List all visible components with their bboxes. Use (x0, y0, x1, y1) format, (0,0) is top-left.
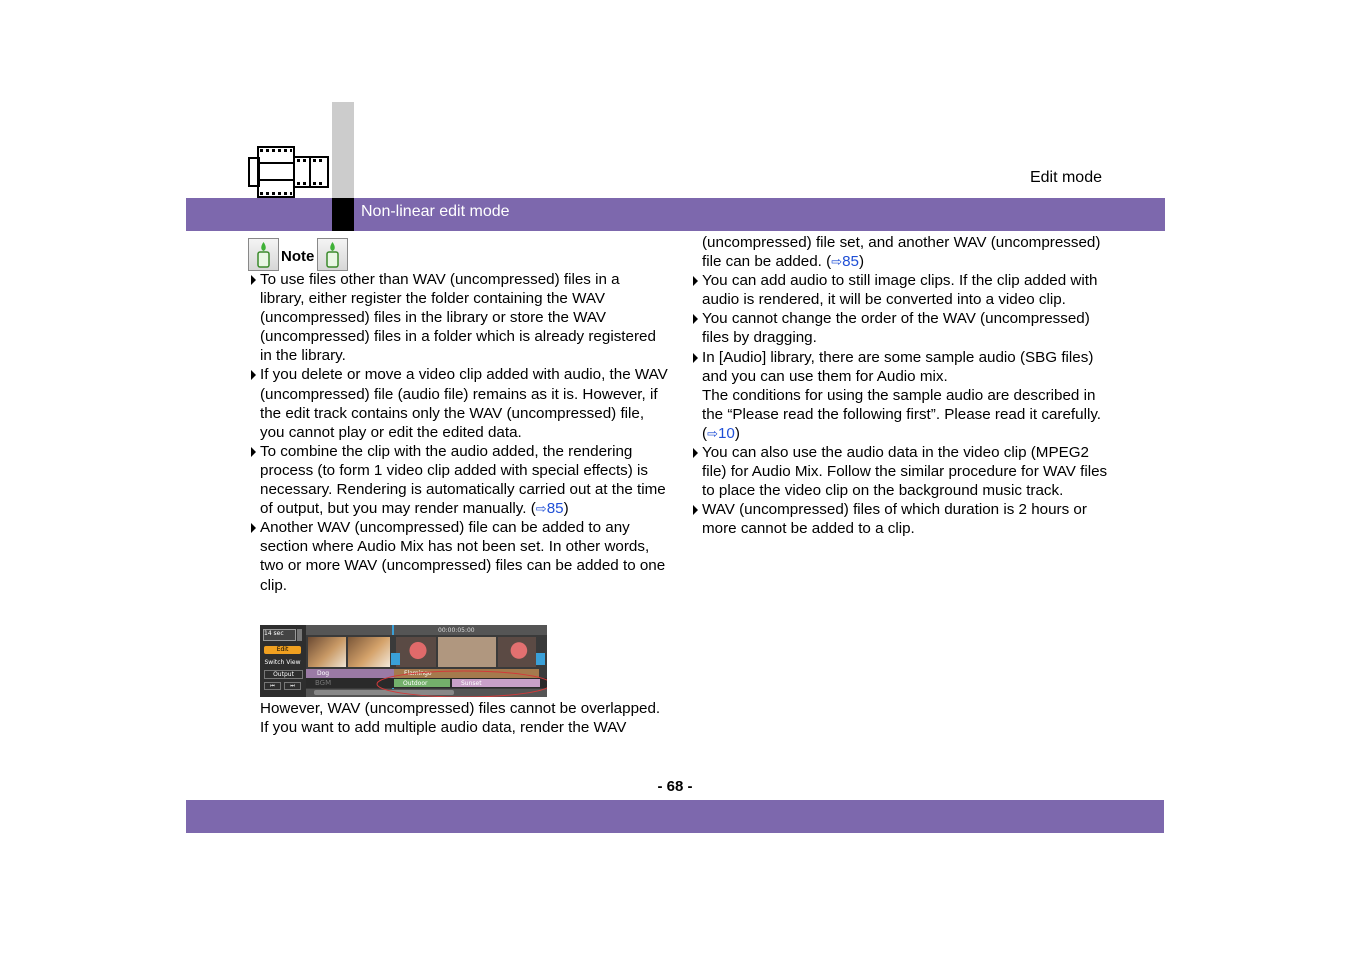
footer-band (186, 800, 1164, 833)
note-item: You can also use the audio data in the video clip (MPEG2 file) for Audio Mix. Follow the similar procedure for WAV files to place the video clip on the background music track. (690, 443, 1110, 500)
arrow-right-icon: ⇨ (707, 425, 718, 441)
switch-view-button: Switch View (264, 659, 301, 666)
note-item: You cannot change the order of the WAV (uncompressed) files by dragging. (690, 309, 1110, 347)
dog-thumbnail (308, 637, 346, 667)
output-button: Output (264, 670, 303, 679)
highlight-circle (370, 665, 547, 697)
note-item: To combine the clip with the audio added, the rendering process (to form 1 video clip added with special effects) is necessary. Rendering is automatically carried out at the time of output, but you may render manually. (⇨85) (248, 442, 668, 518)
note-list-right (690, 233, 1110, 539)
page-reference-link[interactable]: ⇨85 (535, 500, 564, 518)
header-black-block (332, 198, 354, 231)
clip-label: Flamingo (404, 670, 432, 677)
film-strip-icon (248, 146, 330, 203)
audio-clip-label: Outdoor (403, 680, 428, 687)
page-reference-link[interactable]: ⇨10 (707, 424, 735, 442)
note-label: Note (281, 248, 315, 265)
note-item: Another WAV (uncompressed) file can be added to any section where Audio Mix has not been set. In other words, two or more WAV (uncompressed) files can be added to one clip. (248, 518, 668, 594)
header-gray-column (332, 102, 354, 198)
note-candle-icon (248, 238, 279, 271)
note-item: WAV (uncompressed) files of which duration is 2 hours or more cannot be added to a clip. (690, 500, 1110, 538)
note-candle-icon (317, 238, 348, 271)
clip-label: Dog (317, 670, 330, 677)
edit-button: Edit (264, 646, 301, 654)
dog-thumbnail (348, 637, 390, 667)
flamingo-thumbnail (498, 637, 536, 667)
note-continuation-left: However, WAV (uncompressed) files cannot be overlapped. If you want to add multiple audio data, render the WAV (260, 700, 661, 737)
note-item: You can add audio to still image clips. If the clip added with audio is rendered, it will be converted into a video clip. (690, 271, 1110, 309)
page-number: - 68 - (657, 778, 693, 795)
note-item: To use files other than WAV (uncompressed) files in a library, either register the folder containing the WAV (uncompressed) files in the library or store the WAV (uncompressed) files in a folder which is already registered in the library. (248, 270, 668, 365)
timecode: 00:00:05:00 (438, 627, 475, 634)
mode-label: Edit mode (1029, 169, 1102, 186)
page-reference-link[interactable]: ⇨85 (831, 253, 859, 271)
fast-forward-icon: ⏭ (284, 682, 301, 690)
section-title: Non-linear edit mode (361, 203, 510, 220)
note-item: If you delete or move a video clip added with audio, the WAV (uncompressed) file (audio file) remains as it is. However, if the edit track contains only the WAV (uncompressed) file, you cannot play or edit the edited data. (248, 365, 668, 441)
note-list-left (248, 270, 668, 595)
audio-clip-label: Sunset (461, 680, 482, 687)
arrow-right-icon: ⇨ (831, 254, 843, 270)
flamingo-thumbnail (396, 637, 436, 667)
timeline-screenshot (260, 625, 547, 697)
arrow-right-icon: ⇨ (535, 501, 547, 517)
bgm-track-label: BGM (315, 679, 332, 687)
rewind-icon: ⏮ (264, 682, 281, 690)
duration-field: 14 sec (263, 629, 296, 641)
note-continuation-right: (uncompressed) file set, and another WAV (uncompressed) file can be added. (⇨85) (702, 234, 1101, 271)
note-item: In [Audio] library, there are some sample audio (SBG files) and you can use them for Audio mix. The conditions for using the sample audio are described in the “Please read the following first”. Please read it carefully. (⇨10) (690, 348, 1110, 443)
